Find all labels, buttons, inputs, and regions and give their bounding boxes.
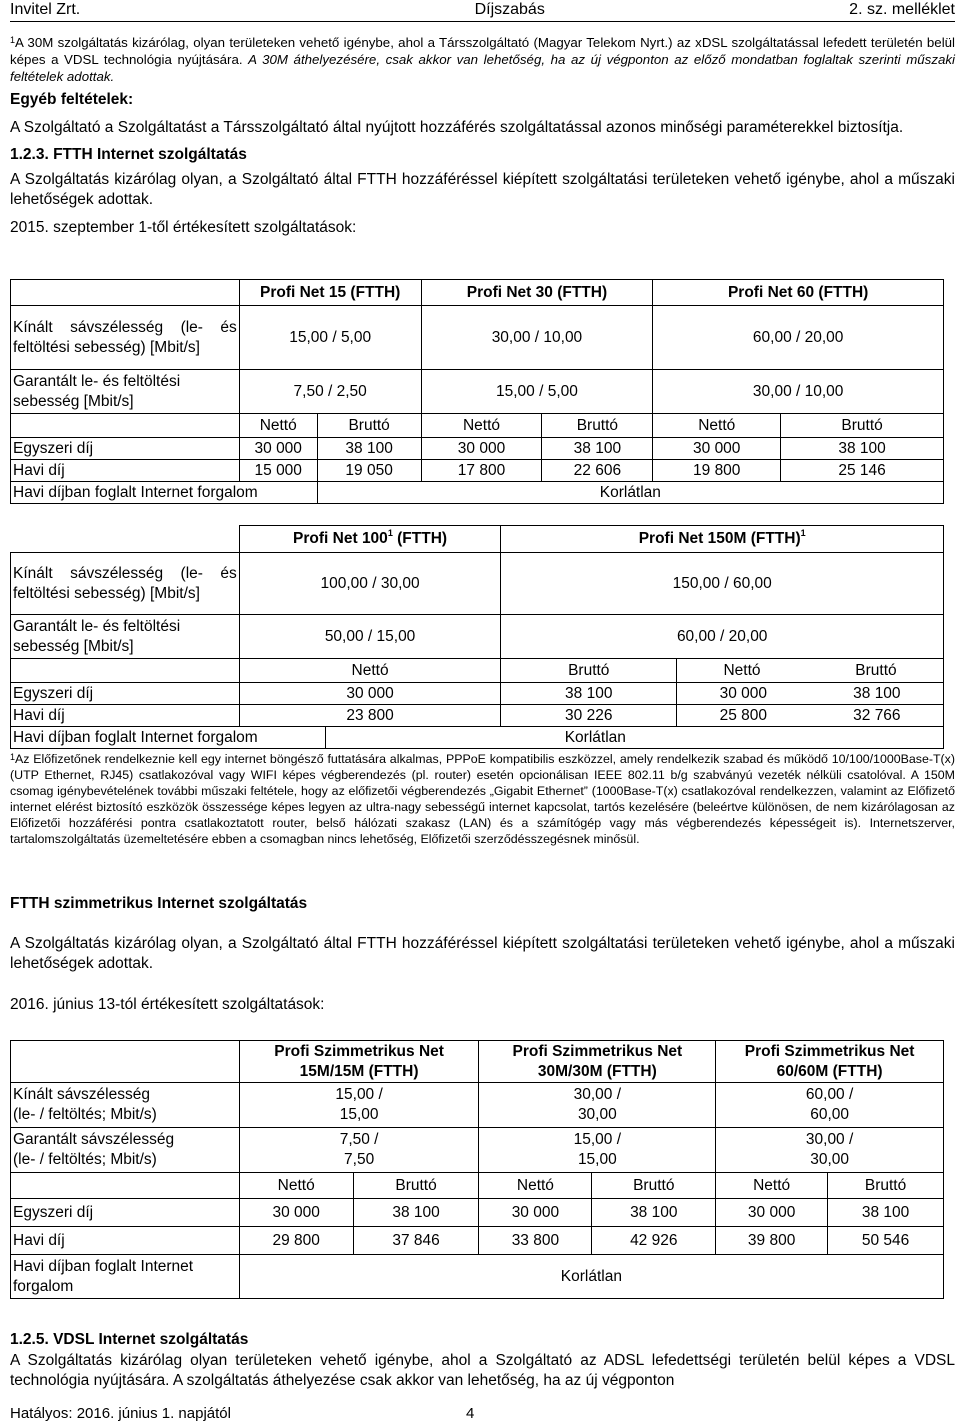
symm-price-table — [10, 1040, 944, 1299]
row-label: Havi díj — [11, 1227, 240, 1255]
ftth-text: A Szolgáltatás kizárólag olyan, a Szolgáltató által FTTH hozzáféréssel kiépített szolgáltatási területeken vehető igénybe, ahol a műszaki lehetőségek adottak. — [10, 171, 955, 208]
cell-value: 22 606 — [542, 460, 653, 482]
header-annex: 2. sz. melléklet — [849, 1, 955, 18]
cell-value: 15,00 / 15,00 — [239, 1083, 479, 1128]
cell-value: 38 100 — [317, 438, 421, 460]
symm-text: A Szolgáltatás kizárólag olyan, a Szolgáltató által FTTH hozzáféréssel kiépített szolgáltatási területeken vehető igénybe, ahol a műszaki lehetőségek adottak. — [10, 935, 955, 972]
product-header: Profi Szimmetrikus Net 15M/15M (FTTH) — [239, 1041, 479, 1083]
row-label: Garantált le- és feltöltési sebesség [Mbit/s] — [11, 615, 240, 659]
table-cell-empty — [11, 659, 240, 683]
cell-value: 50 546 — [828, 1227, 944, 1255]
row-label: Garantált le- és feltöltési sebesség [Mbit/s] — [11, 370, 240, 414]
col-netto: Nettó — [716, 1173, 828, 1199]
cell-value: 19 050 — [317, 460, 421, 482]
col-netto: Nettó — [479, 1173, 592, 1199]
row-label: Garantált sávszélesség (le- / feltöltés; Mbit/s) — [11, 1128, 240, 1173]
cell-value: 33 800 — [479, 1227, 592, 1255]
cell-value: 25 146 — [781, 460, 944, 482]
cell-value: 60,00 / 20,00 — [653, 306, 944, 370]
cell-value: 30 000 — [239, 438, 317, 460]
product-header: Profi Szimmetrikus Net 60/60M (FTTH) — [716, 1041, 944, 1083]
row-label: Havi díj — [11, 705, 240, 727]
footer-effective: Hatályos: 2016. június 1. napjától — [10, 1405, 231, 1422]
row-label: Egyszeri díj — [11, 683, 240, 705]
product-header: Profi Net 150M (FTTH)$^1$ — [501, 526, 944, 553]
footnote-top — [10, 34, 955, 85]
symm-heading: FTTH szimmetrikus Internet szolgáltatás — [10, 895, 308, 912]
cell-value: 15,00 / 5,00 — [421, 370, 653, 414]
row-label: Havi díj — [11, 460, 240, 482]
header-company: Invitel Zrt. — [10, 1, 81, 18]
vdsl-text: A Szolgáltatás kizárólag olyan területeken vehető igénybe, ahol a Szolgáltató az ADSL lefedettségi területén belül képes a VDSL technológia nyújtására. A szolgáltatás áthelyezése csak akkor van lehetőség, ha az új végponton — [10, 1352, 955, 1389]
product-header: Profi Szimmetrikus Net 30M/30M (FTTH) — [479, 1041, 716, 1083]
cell-value: 42 926 — [592, 1227, 716, 1255]
cell-value: 38 100 — [542, 438, 653, 460]
cell-value: 30,00 / 30,00 — [479, 1083, 716, 1128]
row-label: Egyszeri díj — [11, 438, 240, 460]
product-header: Profi Net 15 (FTTH) — [239, 280, 421, 306]
cell-value: 30,00 / 10,00 — [653, 370, 944, 414]
table-cell-empty — [11, 414, 240, 438]
cell-value: 30 000 — [479, 1199, 592, 1227]
cell-value: 38 100 — [828, 1199, 944, 1227]
row-label: Kínált sávszélesség (le- és feltöltési sebesség) [Mbit/s] — [11, 306, 240, 370]
cell-value: 30 226 — [501, 705, 677, 727]
cell-value: 15,00 / 5,00 — [239, 306, 421, 370]
symm-since: 2016. június 13-tól értékesített szolgáltatások: — [10, 996, 325, 1013]
col-brutto: Bruttó — [592, 1173, 716, 1199]
col-netto: Nettó — [239, 659, 501, 683]
cell-value: 38 100 — [353, 1199, 479, 1227]
col-brutto: Bruttó — [781, 414, 944, 438]
cell-value: 60,00 / 20,00 — [501, 615, 944, 659]
cell-value: 39 800 — [716, 1227, 828, 1255]
table-header-empty — [11, 1041, 240, 1083]
footnote-line2: A 30M áthelyezésére, csak akkor van lehetőség, ha az új végponton az előző mondatban foglaltak szerinti műszaki feltételek adottak. — [10, 52, 955, 84]
cell-value: Korlátlan — [317, 482, 943, 504]
col-brutto: Bruttó — [317, 414, 421, 438]
footer-page-number: 4 — [466, 1405, 475, 1422]
footnote-line1: A 30M szolgáltatás kizárólag, olyan területeken vehető igénybe, ahol a Társszolgáltató (Magyar Telekom Nyrt.) az xDSL szolgáltatással lefedett területén belül képes a VDSL technológia nyújtására. — [10, 35, 955, 67]
cell-value: 37 846 — [353, 1227, 479, 1255]
col-netto: Nettó — [421, 414, 542, 438]
cell-value: 7,50 / 2,50 — [239, 370, 421, 414]
table-cell-empty — [11, 1173, 240, 1199]
col-netto: Nettó — [653, 414, 781, 438]
cell-value: 30 000 — [239, 683, 501, 705]
cell-value: Korlátlan — [239, 1255, 943, 1299]
cell-value: 30 000 38 100 — [677, 683, 944, 705]
col-brutto: Bruttó — [542, 414, 653, 438]
page-footer — [10, 1405, 955, 1422]
cell-value: 15 000 — [239, 460, 317, 482]
document-page — [10, 0, 955, 1422]
footnote-marker: 1 — [10, 35, 16, 45]
footnote-bottom: $^1$Az Előfizetőnek rendelkeznie kell egy internet böngésző futtatására alkalmas, PPPoE kompatibilis eszközzel, amely rendelkezik szabad és működő 10/100/1000Base-T(x) (UTP Ethernet, RJ45) csatlakozóval vagy WIFI képes végberendezés (pl. router) esetén opcionálisan IEEE 802.11 b/g szabványú vezeték nélküli csatolóval. A 150M csomag igénybevételének további műszaki feltétele, hogy az előfizetői végberendezés „Gigabit Ethernet” (1000Base-T(x) csatlakozóval rendelkezzen, valamint az Előfizető internet elérést biztosító eszközök összessége képes legyen az ultra-nagy sebességű internet kapcsolat, tartós kezelésére (beleértve különösen, de nem kizárólagosan az Előfizetői hozzáférési pontra csatlakoztatott router, belső hálózati szakasz (LAN) és a számítógép vagy más végberendezés képességeit is). Internetszerver, tartalomszolgáltatás üzemeltetésére ebben a csomagban nincs lehetőség, Előfizetői szerződésszegésnek minősül. — [10, 752, 955, 846]
cell-value: 38 100 — [781, 438, 944, 460]
col-brutto: Bruttó — [353, 1173, 479, 1199]
ftth-price-table-2 — [10, 525, 944, 749]
cell-value: 17 800 — [421, 460, 542, 482]
cell-value: 30 000 — [239, 1199, 353, 1227]
footnote-text: Az Előfizetőnek rendelkeznie kell egy internet böngésző futtatására alkalmas, PPPoE kompatibilis eszközzel, amely rendelkezik szabad és működő 10/100/1000Base-T(x) (UTP Ethernet, RJ45) csatlakozóval vagy WIFI képes végberendezés (pl. router) esetén opcionálisan IEEE 802.11 b/g szabványú vezeték nélküli csatolóval. A 150M csomag igénybevételének további műszaki feltétele, hogy az előfizetői végberendezés „Gigabit Ethernet” (1000Base-T(x) csatlakozóval rendelkezzen, valamint az Előfizető internet elérést biztosító eszközök összessége képes legyen az ultra-nagy sebességű internet kapcsolat, tartós kezelésére (beleértve különösen, de nem kizárólagosan az Előfizetői hozzáférési pontra csatlakoztatott router, belső hálózati szakasz (LAN) és a számítógép vagy más végberendezés képességeit is). Internetszerver, tartalomszolgáltatás üzemeltetésére ebben a csomagban nincs lehetőség, Előfizetői szerződésszegésnek minősül. — [10, 752, 955, 846]
page-header — [10, 0, 955, 22]
cell-value: 38 100 — [501, 683, 677, 705]
product-header: Profi Net 30 (FTTH) — [421, 280, 653, 306]
cell-value: 23 800 — [239, 705, 501, 727]
cell-value: 19 800 — [653, 460, 781, 482]
product-header: Profi Net 60 (FTTH) — [653, 280, 944, 306]
row-label: Egyszeri díj — [11, 1199, 240, 1227]
row-label: Kínált sávszélesség (le- / feltöltés; Mbit/s) — [11, 1083, 240, 1128]
cell-value: 30 000 — [653, 438, 781, 460]
row-label: Havi díjban foglalt Internet forgalom — [11, 727, 326, 749]
cell-value: Korlátlan — [325, 727, 943, 749]
col-brutto: Bruttó — [828, 1173, 944, 1199]
col-netto-brutto: Nettó Bruttó — [677, 659, 944, 683]
cell-value: 30 000 — [716, 1199, 828, 1227]
row-label: Havi díjban foglalt Internet forgalom — [11, 1255, 240, 1299]
table-header-empty — [11, 280, 240, 306]
cell-value: 30,00 / 30,00 — [716, 1128, 944, 1173]
cell-value: 29 800 — [239, 1227, 353, 1255]
header-doc-title: Díjszabás — [474, 1, 545, 18]
cell-value: 30 000 — [421, 438, 542, 460]
ftth-heading: 1.2.3. FTTH Internet szolgáltatás — [10, 146, 247, 163]
col-netto: Nettó — [239, 1173, 353, 1199]
row-label: Kínált sávszélesség (le- és feltöltési sebesség) [Mbit/s] — [11, 553, 240, 615]
other-terms-heading: Egyéb feltételek: — [10, 91, 134, 108]
table-header-empty — [11, 526, 240, 553]
cell-value: 60,00 / 60,00 — [716, 1083, 944, 1128]
cell-value: 7,50 / 7,50 — [239, 1128, 479, 1173]
col-brutto: Bruttó — [501, 659, 677, 683]
cell-value: 15,00 / 15,00 — [479, 1128, 716, 1173]
ftth-since: 2015. szeptember 1-től értékesített szolgáltatások: — [10, 219, 357, 236]
other-terms-text: A Szolgáltató a Szolgáltatást a Társszolgáltató által nyújtott hozzáférés szolgáltatással azonos minőségi paraméterekkel biztosítja. — [10, 119, 904, 136]
col-netto: Nettó — [239, 414, 317, 438]
cell-value: 30,00 / 10,00 — [421, 306, 653, 370]
ftth-price-table — [10, 279, 944, 504]
product-header: Profi Net $100^1$ (FTTH) — [239, 526, 501, 553]
cell-value: 25 800 32 766 — [677, 705, 944, 727]
cell-value: 38 100 — [592, 1199, 716, 1227]
vdsl-heading: 1.2.5. VDSL Internet szolgáltatás — [10, 1331, 249, 1348]
cell-value: 100,00 / 30,00 — [239, 553, 501, 615]
cell-value: 150,00 / 60,00 — [501, 553, 944, 615]
row-label: Havi díjban foglalt Internet forgalom — [11, 482, 318, 504]
cell-value: 50,00 / 15,00 — [239, 615, 501, 659]
